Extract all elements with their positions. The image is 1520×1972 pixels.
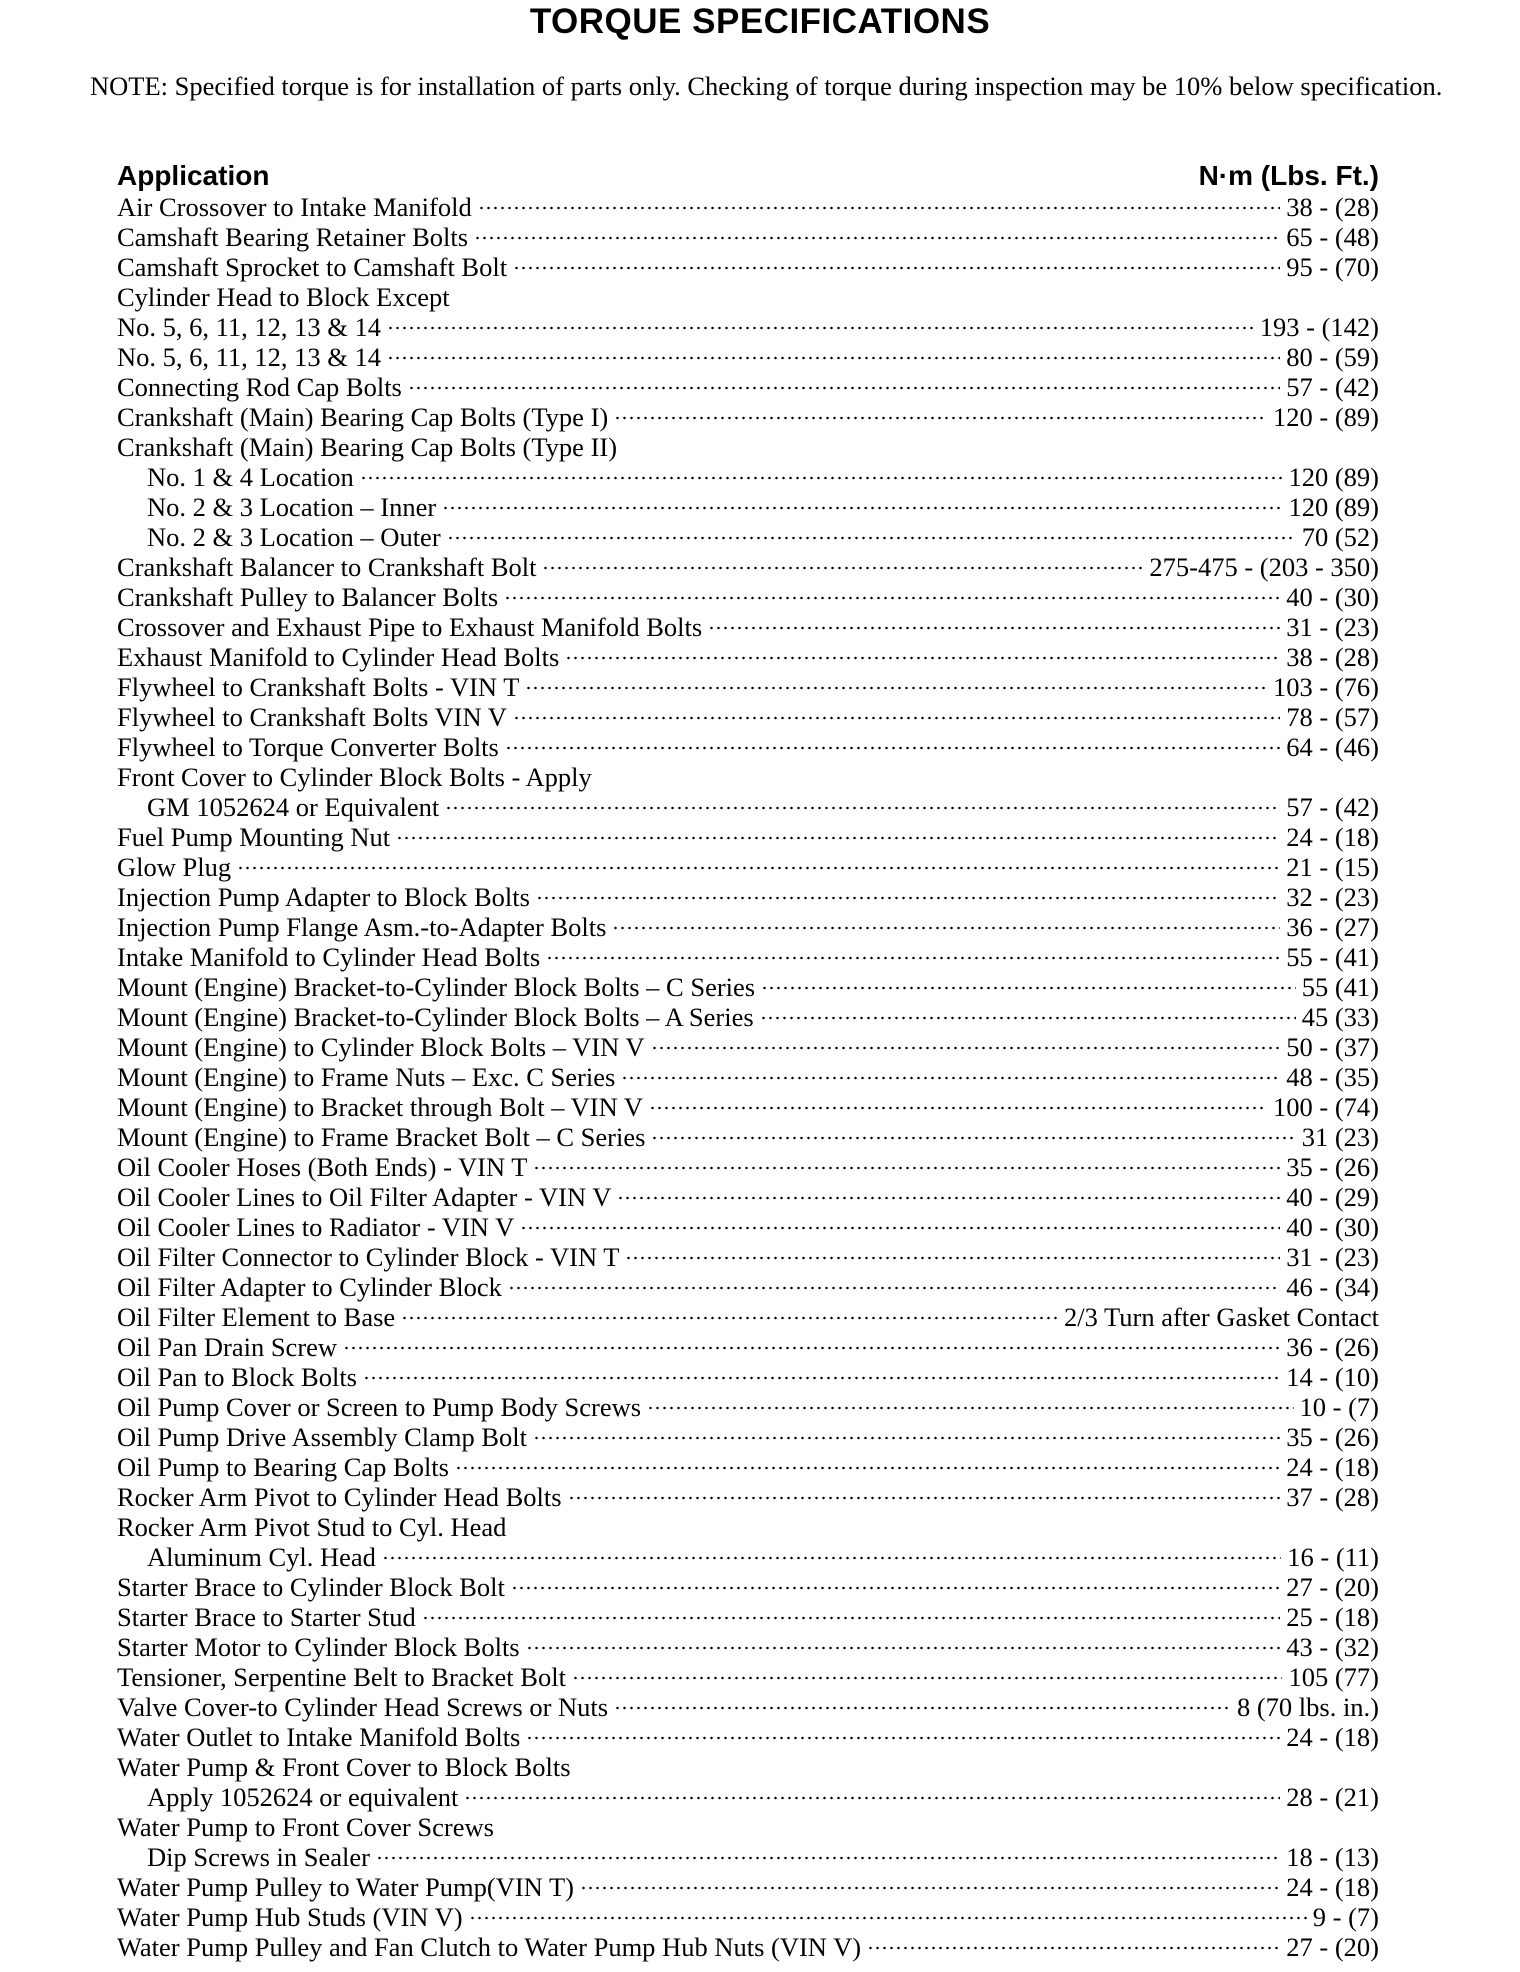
application-label: Mount (Engine) to Cylinder Block Bolts – VIN V — [117, 1032, 645, 1062]
torque-value: 45 (33) — [1301, 1002, 1379, 1032]
table-row — [117, 1902, 1379, 1932]
application-label: Crankshaft (Main) Bearing Cap Bolts (Type I) — [117, 402, 609, 432]
torque-value: 48 - (35) — [1286, 1062, 1379, 1092]
torque-value: 120 (89) — [1288, 462, 1379, 492]
table-row — [117, 432, 1379, 462]
torque-value: 35 - (26) — [1286, 1422, 1379, 1452]
dot-leader — [546, 956, 1280, 960]
application-label: Water Pump Pulley to Water Pump(VIN T) — [117, 1872, 574, 1902]
table-row — [117, 732, 1379, 762]
table-row — [117, 1692, 1379, 1722]
torque-value: 40 - (30) — [1286, 1212, 1379, 1242]
torque-value: 100 - (74) — [1273, 1092, 1379, 1122]
application-label: Oil Cooler Hoses (Both Ends) - VIN T — [117, 1152, 528, 1182]
table-row — [117, 642, 1379, 672]
dot-leader — [464, 1796, 1280, 1800]
dot-leader — [382, 1556, 1281, 1560]
torque-value: 70 (52) — [1301, 522, 1379, 552]
application-label: Camshaft Sprocket to Camshaft Bolt — [117, 252, 508, 282]
application-label: Aluminum Cyl. Head — [147, 1542, 376, 1572]
dot-leader — [708, 626, 1280, 630]
dot-leader — [533, 1436, 1280, 1440]
table-row — [117, 912, 1379, 942]
torque-value: 38 - (28) — [1286, 642, 1379, 672]
dot-leader — [625, 1256, 1280, 1260]
table-row — [117, 252, 1379, 282]
dot-leader — [647, 1406, 1293, 1410]
application-label: Oil Filter Connector to Cylinder Block - VIN T — [117, 1242, 620, 1272]
table-row — [117, 1512, 1379, 1542]
dot-leader — [520, 1226, 1280, 1230]
dot-leader — [504, 596, 1280, 600]
torque-value: 36 - (27) — [1286, 912, 1379, 942]
application-label: Front Cover to Cylinder Block Bolts - Apply — [117, 762, 592, 792]
dot-leader — [237, 866, 1280, 870]
torque-value: 10 - (7) — [1299, 1392, 1379, 1422]
dot-leader — [760, 1016, 1296, 1020]
table-row — [117, 1482, 1379, 1512]
dot-leader — [500, 1826, 1373, 1830]
application-label: Crossover and Exhaust Pipe to Exhaust Manifold Bolts — [117, 612, 703, 642]
torque-value: 25 - (18) — [1286, 1602, 1379, 1632]
application-label: No. 2 & 3 Location – Outer — [147, 522, 441, 552]
table-row — [117, 1362, 1379, 1392]
torque-value: 8 (70 lbs. in.) — [1236, 1692, 1379, 1722]
dot-leader — [621, 1076, 1280, 1080]
dot-leader — [614, 416, 1267, 420]
torque-value: 43 - (32) — [1286, 1632, 1379, 1662]
dot-leader — [542, 566, 1143, 570]
torque-value: 24 - (18) — [1286, 822, 1379, 852]
table-row — [117, 1632, 1379, 1662]
application-label: Oil Pump Drive Assembly Clamp Bolt — [117, 1422, 528, 1452]
table-row — [117, 522, 1379, 552]
dot-leader — [474, 236, 1280, 240]
dot-leader — [651, 1136, 1295, 1140]
table-row — [117, 1452, 1379, 1482]
torque-value: 35 - (26) — [1286, 1152, 1379, 1182]
table-row — [117, 1542, 1379, 1572]
table-row — [117, 402, 1379, 432]
dot-leader — [512, 1526, 1373, 1530]
dot-leader — [577, 1766, 1373, 1770]
table-row — [117, 1812, 1379, 1842]
application-label: Water Pump Pulley and Fan Clutch to Water Pump Hub Nuts (VIN V) — [117, 1932, 862, 1962]
dot-leader — [513, 266, 1280, 270]
application-label: Mount (Engine) to Frame Nuts – Exc. C Series — [117, 1062, 616, 1092]
dot-leader — [396, 836, 1280, 840]
dot-leader — [387, 326, 1254, 330]
torque-value: 57 - (42) — [1286, 792, 1379, 822]
table-row — [117, 1062, 1379, 1092]
table-row — [117, 1122, 1379, 1152]
torque-value: 38 - (28) — [1286, 192, 1379, 222]
torque-value: 55 - (41) — [1286, 942, 1379, 972]
dot-leader — [761, 986, 1296, 990]
application-label: No. 2 & 3 Location – Inner — [147, 492, 437, 522]
dot-leader — [649, 1106, 1267, 1110]
torque-value: 95 - (70) — [1286, 252, 1379, 282]
table-row — [117, 882, 1379, 912]
torque-value: 28 - (21) — [1286, 1782, 1379, 1812]
application-label: GM 1052624 or Equivalent — [147, 792, 440, 822]
table-row — [117, 492, 1379, 522]
table-row — [117, 1002, 1379, 1032]
torque-value: 46 - (34) — [1286, 1272, 1379, 1302]
table-row — [117, 972, 1379, 1002]
table-row — [117, 702, 1379, 732]
torque-value: 78 - (57) — [1286, 702, 1379, 732]
table-row — [117, 1842, 1379, 1872]
table-row — [117, 1212, 1379, 1242]
dot-leader — [455, 1466, 1280, 1470]
application-label: Dip Screws in Sealer — [147, 1842, 370, 1872]
application-label: Intake Manifold to Cylinder Head Bolts — [117, 942, 541, 972]
application-label: Starter Brace to Starter Stud — [117, 1602, 416, 1632]
dot-leader — [447, 536, 1296, 540]
application-label: Oil Pump to Bearing Cap Bolts — [117, 1452, 449, 1482]
table-row — [117, 222, 1379, 252]
application-label: Mount (Engine) Bracket-to-Cylinder Block Bolts – A Series — [117, 1002, 754, 1032]
application-label: Water Pump to Front Cover Screws — [117, 1812, 494, 1842]
torque-value: 21 - (15) — [1286, 852, 1379, 882]
torque-column-header: N·m (Lbs. Ft.) — [1198, 160, 1379, 191]
table-row — [117, 372, 1379, 402]
dot-leader — [572, 1676, 1283, 1680]
page-title: TORQUE SPECIFICATIONS — [529, 2, 991, 41]
application-label: Camshaft Bearing Retainer Bolts — [117, 222, 469, 252]
application-label: Starter Motor to Cylinder Block Bolts — [117, 1632, 520, 1662]
torque-value: 37 - (28) — [1286, 1482, 1379, 1512]
application-label: Water Pump & Front Cover to Block Bolts — [117, 1752, 571, 1782]
application-label: Mount (Engine) Bracket-to-Cylinder Block Bolts – C Series — [117, 972, 756, 1002]
torque-value: 31 - (23) — [1286, 1242, 1379, 1272]
application-label: Oil Cooler Lines to Radiator - VIN V — [117, 1212, 515, 1242]
application-label: Tensioner, Serpentine Belt to Bracket Bolt — [117, 1662, 566, 1692]
torque-value: 14 - (10) — [1286, 1362, 1379, 1392]
torque-value: 64 - (46) — [1286, 732, 1379, 762]
dot-leader — [533, 1166, 1280, 1170]
dot-leader — [526, 1646, 1281, 1650]
torque-value: 120 - (89) — [1273, 402, 1379, 432]
torque-value: 24 - (18) — [1286, 1722, 1379, 1752]
application-label: Mount (Engine) to Bracket through Bolt – VIN V — [117, 1092, 644, 1122]
dot-leader — [623, 446, 1373, 450]
dot-leader — [526, 1736, 1280, 1740]
application-label: Exhaust Manifold to Cylinder Head Bolts — [117, 642, 560, 672]
table-row — [117, 1392, 1379, 1422]
torque-value: 57 - (42) — [1286, 372, 1379, 402]
dot-leader — [651, 1046, 1281, 1050]
torque-value: 50 - (37) — [1286, 1032, 1379, 1062]
table-row — [117, 762, 1379, 792]
torque-value: 275-475 - (203 - 350) — [1149, 552, 1379, 582]
application-label: Flywheel to Crankshaft Bolts VIN V — [117, 702, 507, 732]
table-row — [117, 792, 1379, 822]
torque-value: 16 - (11) — [1287, 1542, 1379, 1572]
table-row — [117, 1302, 1379, 1332]
application-label: Oil Filter Adapter to Cylinder Block — [117, 1272, 502, 1302]
application-label: Glow Plug — [117, 852, 232, 882]
table-row — [117, 1422, 1379, 1452]
dot-leader — [511, 1586, 1280, 1590]
dot-leader — [401, 1316, 1058, 1320]
application-label: Flywheel to Crankshaft Bolts - VIN T — [117, 672, 520, 702]
table-row — [117, 462, 1379, 492]
dot-leader — [456, 296, 1373, 300]
torque-value: 9 - (7) — [1312, 1902, 1379, 1932]
torque-value: 31 - (23) — [1286, 612, 1379, 642]
application-label: Crankshaft (Main) Bearing Cap Bolts (Type II) — [117, 432, 618, 462]
dot-leader — [536, 896, 1280, 900]
torque-value: 103 - (76) — [1273, 672, 1379, 702]
dot-leader — [508, 1286, 1280, 1290]
dot-leader — [360, 476, 1283, 480]
application-label: No. 1 & 4 Location — [147, 462, 354, 492]
dot-leader — [565, 656, 1280, 660]
table-row — [117, 1272, 1379, 1302]
torque-value: 105 (77) — [1288, 1662, 1379, 1692]
dot-leader — [363, 1376, 1280, 1380]
table-row — [117, 1032, 1379, 1062]
dot-leader — [408, 386, 1280, 390]
application-label: Fuel Pump Mounting Nut — [117, 822, 391, 852]
table-row — [117, 1782, 1379, 1812]
torque-value: 24 - (18) — [1286, 1452, 1379, 1482]
table-row — [117, 1602, 1379, 1632]
table-row — [117, 582, 1379, 612]
torque-value: 80 - (59) — [1286, 342, 1379, 372]
application-label: Crankshaft Balancer to Crankshaft Bolt — [117, 552, 537, 582]
torque-value: 36 - (26) — [1286, 1332, 1379, 1362]
torque-value: 40 - (30) — [1286, 582, 1379, 612]
torque-value: 18 - (13) — [1286, 1842, 1379, 1872]
table-row — [117, 672, 1379, 702]
dot-leader — [598, 776, 1373, 780]
application-label: Water Outlet to Intake Manifold Bolts — [117, 1722, 521, 1752]
table-row — [117, 1572, 1379, 1602]
torque-value: 24 - (18) — [1286, 1872, 1379, 1902]
table-row — [117, 1752, 1379, 1782]
application-label: Oil Pump Cover or Screen to Pump Body Screws — [117, 1392, 642, 1422]
table-row — [117, 852, 1379, 882]
dot-leader — [568, 1496, 1281, 1500]
torque-spec-list — [117, 192, 1379, 1962]
torque-value: 55 (41) — [1301, 972, 1379, 1002]
table-row — [117, 342, 1379, 372]
dot-leader — [612, 926, 1280, 930]
table-row — [117, 1182, 1379, 1212]
dot-leader — [442, 506, 1282, 510]
application-label: Oil Cooler Lines to Oil Filter Adapter - VIN V — [117, 1182, 612, 1212]
application-label: Cylinder Head to Block Except — [117, 282, 450, 312]
table-row — [117, 192, 1379, 222]
table-row — [117, 822, 1379, 852]
torque-value: 193 - (142) — [1259, 312, 1379, 342]
table-row — [117, 1932, 1379, 1962]
application-label: Injection Pump Flange Asm.-to-Adapter Bolts — [117, 912, 607, 942]
application-label: Starter Brace to Cylinder Block Bolt — [117, 1572, 505, 1602]
torque-value: 32 - (23) — [1286, 882, 1379, 912]
table-row — [117, 552, 1379, 582]
dot-leader — [525, 686, 1267, 690]
dot-leader — [867, 1946, 1280, 1950]
dot-leader — [469, 1916, 1307, 1920]
table-row — [117, 1332, 1379, 1362]
torque-value: 2/3 Turn after Gasket Contact — [1063, 1302, 1379, 1332]
torque-value: 40 - (29) — [1286, 1182, 1379, 1212]
application-label: No. 5, 6, 11, 12, 13 & 14 — [117, 342, 382, 372]
dot-leader — [614, 1706, 1231, 1710]
dot-leader — [445, 806, 1280, 810]
dot-leader — [580, 1886, 1280, 1890]
table-row — [117, 612, 1379, 642]
torque-value: 65 - (48) — [1286, 222, 1379, 252]
dot-leader — [505, 746, 1280, 750]
table-row — [117, 1092, 1379, 1122]
application-label: Water Pump Hub Studs (VIN V) — [117, 1902, 463, 1932]
dot-leader — [422, 1616, 1280, 1620]
dot-leader — [376, 1856, 1280, 1860]
dot-leader — [387, 356, 1280, 360]
table-row — [117, 942, 1379, 972]
torque-value: 31 (23) — [1301, 1122, 1379, 1152]
dot-leader — [343, 1346, 1280, 1350]
table-row — [117, 1722, 1379, 1752]
note-paragraph: NOTE: Specified torque is for installation of parts only. Checking of torque during inspection may be 10% below specification. — [90, 71, 1443, 101]
application-label: Connecting Rod Cap Bolts — [117, 372, 402, 402]
table-header — [117, 160, 1379, 192]
table-row — [117, 312, 1379, 342]
table-row — [117, 282, 1379, 312]
application-label: Rocker Arm Pivot to Cylinder Head Bolts — [117, 1482, 562, 1512]
torque-value: 27 - (20) — [1286, 1932, 1379, 1962]
application-label: Air Crossover to Intake Manifold — [117, 192, 472, 222]
application-label: Injection Pump Adapter to Block Bolts — [117, 882, 530, 912]
application-label: Mount (Engine) to Frame Bracket Bolt – C Series — [117, 1122, 646, 1152]
table-row — [117, 1242, 1379, 1272]
application-label: Oil Pan Drain Screw — [117, 1332, 338, 1362]
application-label: Apply 1052624 or equivalent — [147, 1782, 459, 1812]
application-label: Valve Cover-to Cylinder Head Screws or Nuts — [117, 1692, 609, 1722]
application-label: No. 5, 6, 11, 12, 13 & 14 — [117, 312, 382, 342]
application-label: Rocker Arm Pivot Stud to Cyl. Head — [117, 1512, 507, 1542]
application-label: Flywheel to Torque Converter Bolts — [117, 732, 499, 762]
torque-value: 27 - (20) — [1286, 1572, 1379, 1602]
table-row — [117, 1152, 1379, 1182]
table-row — [117, 1872, 1379, 1902]
application-label: Oil Filter Element to Base — [117, 1302, 396, 1332]
dot-leader — [478, 206, 1281, 210]
table-row — [117, 1662, 1379, 1692]
torque-value: 120 (89) — [1288, 492, 1379, 522]
application-label: Oil Pan to Block Bolts — [117, 1362, 357, 1392]
application-label: Crankshaft Pulley to Balancer Bolts — [117, 582, 499, 612]
dot-leader — [617, 1196, 1280, 1200]
application-column-header: Application — [117, 160, 270, 191]
dot-leader — [513, 716, 1280, 720]
